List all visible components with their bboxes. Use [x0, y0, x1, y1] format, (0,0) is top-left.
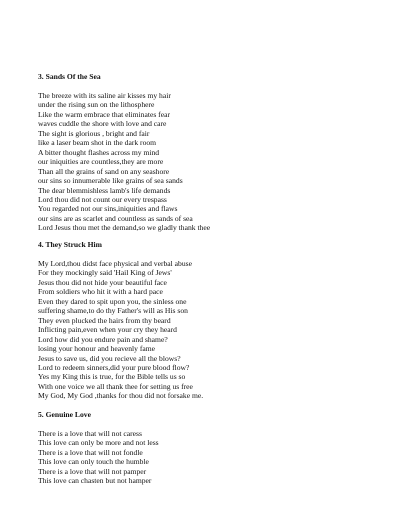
poem-line: Yes my King this is true, for the Bible tells us so [38, 372, 186, 382]
poem-line: There is a love that will not caress [38, 429, 142, 438]
poem-line: My God, My God ,thanks for thou did not forsake me. [38, 391, 204, 401]
poem-3-title: 3. Sands Of the Sea [38, 72, 101, 81]
poem-line: You regarded not our sins,iniquities and flaws [38, 204, 178, 214]
poem-line: waves cuddle the shore with love and care [38, 119, 167, 129]
poem-line: Lord thou did not count our every trespass [38, 194, 167, 204]
poem-line: Inflicting pain,even when your cry they heard [38, 325, 177, 335]
poem-line: losing your honour and heavenly fame [38, 344, 156, 354]
poem-line: Than all the grains of sand on any seashore [38, 166, 170, 176]
poem-line: Jesus to save us, did you recieve all the blows? [38, 353, 181, 363]
poem-line: our iniquities are countless,they are more [38, 157, 164, 167]
poem-line: The dear blemmishless lamb's life demands [38, 185, 171, 195]
poem-line: Lord Jesus thou met the demand,so we gladly thank thee [38, 223, 211, 233]
poem-line: They even plucked the hairs from thy beard [38, 315, 171, 325]
poem-line: From soldiers who hit it with a hard pace [38, 287, 163, 297]
poem-line: This love can only touch the humble [38, 457, 149, 467]
poem-line: Jesus thou did not hide your beautiful face [38, 277, 167, 287]
poem-4-lines [38, 259, 413, 401]
poem-line: The breeze with its saline air kisses my hair [38, 91, 171, 100]
poem-line: suffering shame,to do thy Father's will as His son [38, 306, 188, 316]
poem-line: under the rising sun on the lithosphere [38, 100, 155, 110]
poem-line: like a laser beam shot in the dark room [38, 138, 157, 148]
poem-line: For they mockingly said 'Hail King of Jews' [38, 268, 172, 278]
poem-line: A bitter thought flashes across my mind [38, 147, 160, 157]
poem-line: The sight is glorious , bright and fair [38, 128, 150, 138]
poem-line: There is a love that will not fondle [38, 447, 143, 457]
poem-line: Like the warm embrace that eliminates fear [38, 109, 170, 119]
poem-line: Lord to redeem sinners,did your pure blood flow? [38, 362, 190, 372]
poem-5-title: 5. Genuine Love [38, 410, 91, 419]
poem-3-lines [38, 91, 413, 233]
poem-4-section [38, 240, 413, 401]
poem-line: Even they dared to spit upon you, the sinless one [38, 296, 187, 306]
poem-line: My Lord,thou didst face physical and verbal abuse [38, 259, 192, 268]
poem-line: This love can only be more and not less [38, 438, 159, 448]
poem-3-section [38, 72, 413, 233]
poem-line: Lord how did you endure pain and shame? [38, 334, 168, 344]
poem-5-lines [38, 429, 413, 486]
poem-line: There is a love that will not pamper [38, 466, 147, 476]
poem-line: our sins are as scarlet and countless as sands of sea [38, 213, 193, 223]
poem-4-title: 4. They Struck Him [38, 240, 102, 249]
poem-5-section [38, 410, 413, 486]
poem-line: This love can chasten but not hamper [38, 476, 152, 486]
poem-line: With one voice we all thank thee for setting us free [38, 381, 193, 391]
poem-line: our sins so innumerable like grains of sea sands [38, 176, 183, 186]
